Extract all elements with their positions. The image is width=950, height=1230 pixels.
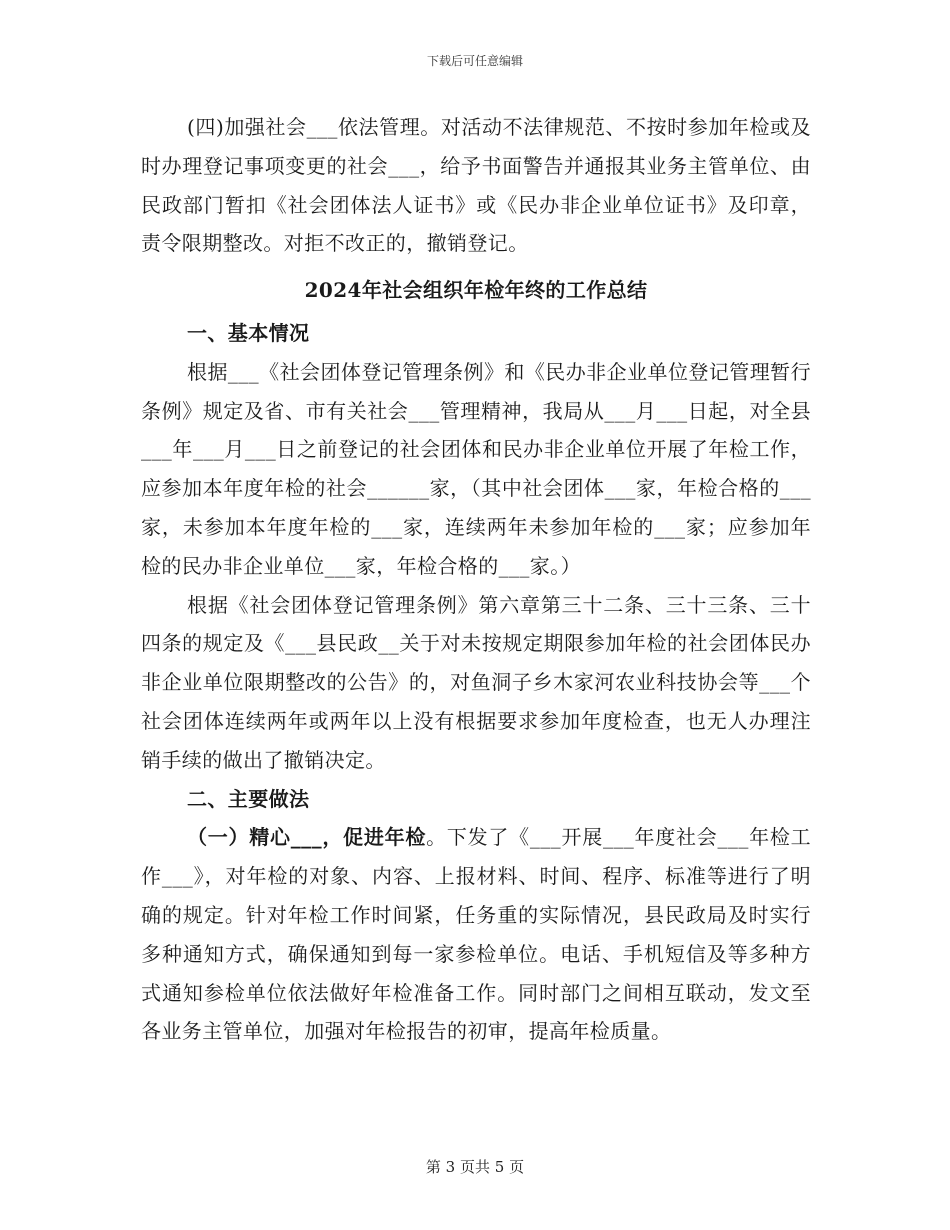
section2-heading: 二、主要做法 [187, 786, 310, 811]
page-header: 下载后可任意编辑 [426, 54, 523, 68]
section2-subsection-1 [141, 818, 811, 1051]
paragraph-intro: (四)加强社会___依法管理。对活动不法律规范、不按时参加年检或及时办理登记事项变更的社会___，给予书面警告并通报其业务主管单位、由民政部门暂扣《社会团体法人证书》或《民办非企业单位证书》及印章，责令限期整改。对拒不改正的，撤销登记。 [141, 115, 811, 256]
page-footer: 第 3 页共 5 页 [425, 1158, 525, 1176]
document-body [141, 108, 811, 1051]
section1-paragraph-2: 根据《社会团体登记管理条例》第六章第三十二条、三十三条、三十四条的规定及《___县民政__关于对未按规定期限参加年检的社会团体民办非企业单位限期整改的公告》的，对鱼洞子乡木家河农业科技协会等___个社会团体连续两年或两年以上没有根据要求参加年度检查，也无人办理注销手续的做出了撤销决定。 [141, 592, 811, 772]
document-title: 2024年社会组织年检年终的工作总结 [304, 278, 648, 303]
subsection-1-lead: （一）精心___，促进年检 [187, 825, 427, 850]
section1-paragraph-1: 根据___《社会团体登记管理条例》和《民办非企业单位登记管理暂行条例》规定及省、市有关社会___管理精神，我局从___月___日起，对全县___年___月___日之前登记的社会团体和民办非企业单位开展了年检工作，应参加本年度年检的社会______家，（其中社会团体___家，年检合格的___家，未参加本年度年检的___家，连续两年未参加年检的___家；应参加年检的民办非企业单位___家，年检合格的___家。） [141, 359, 811, 578]
subsection-1-text: 。下发了《___开展___年度社会___年检工作___》，对年检的对象、内容、上报材料、时间、程序、标准等进行了明确的规定。针对年检工作时间紧，任务重的实际情况，县民政局及时实行多种通知方式，确保通知到每一家参检单位。电话、手机短信及等多种方式通知参检单位依法做好年检准备工作。同时部门之间相互联动，发文至各业务主管单位，加强对年检报告的初审，提高年检质量。 [141, 825, 811, 1044]
section1-heading: 一、基本情况 [187, 320, 310, 345]
